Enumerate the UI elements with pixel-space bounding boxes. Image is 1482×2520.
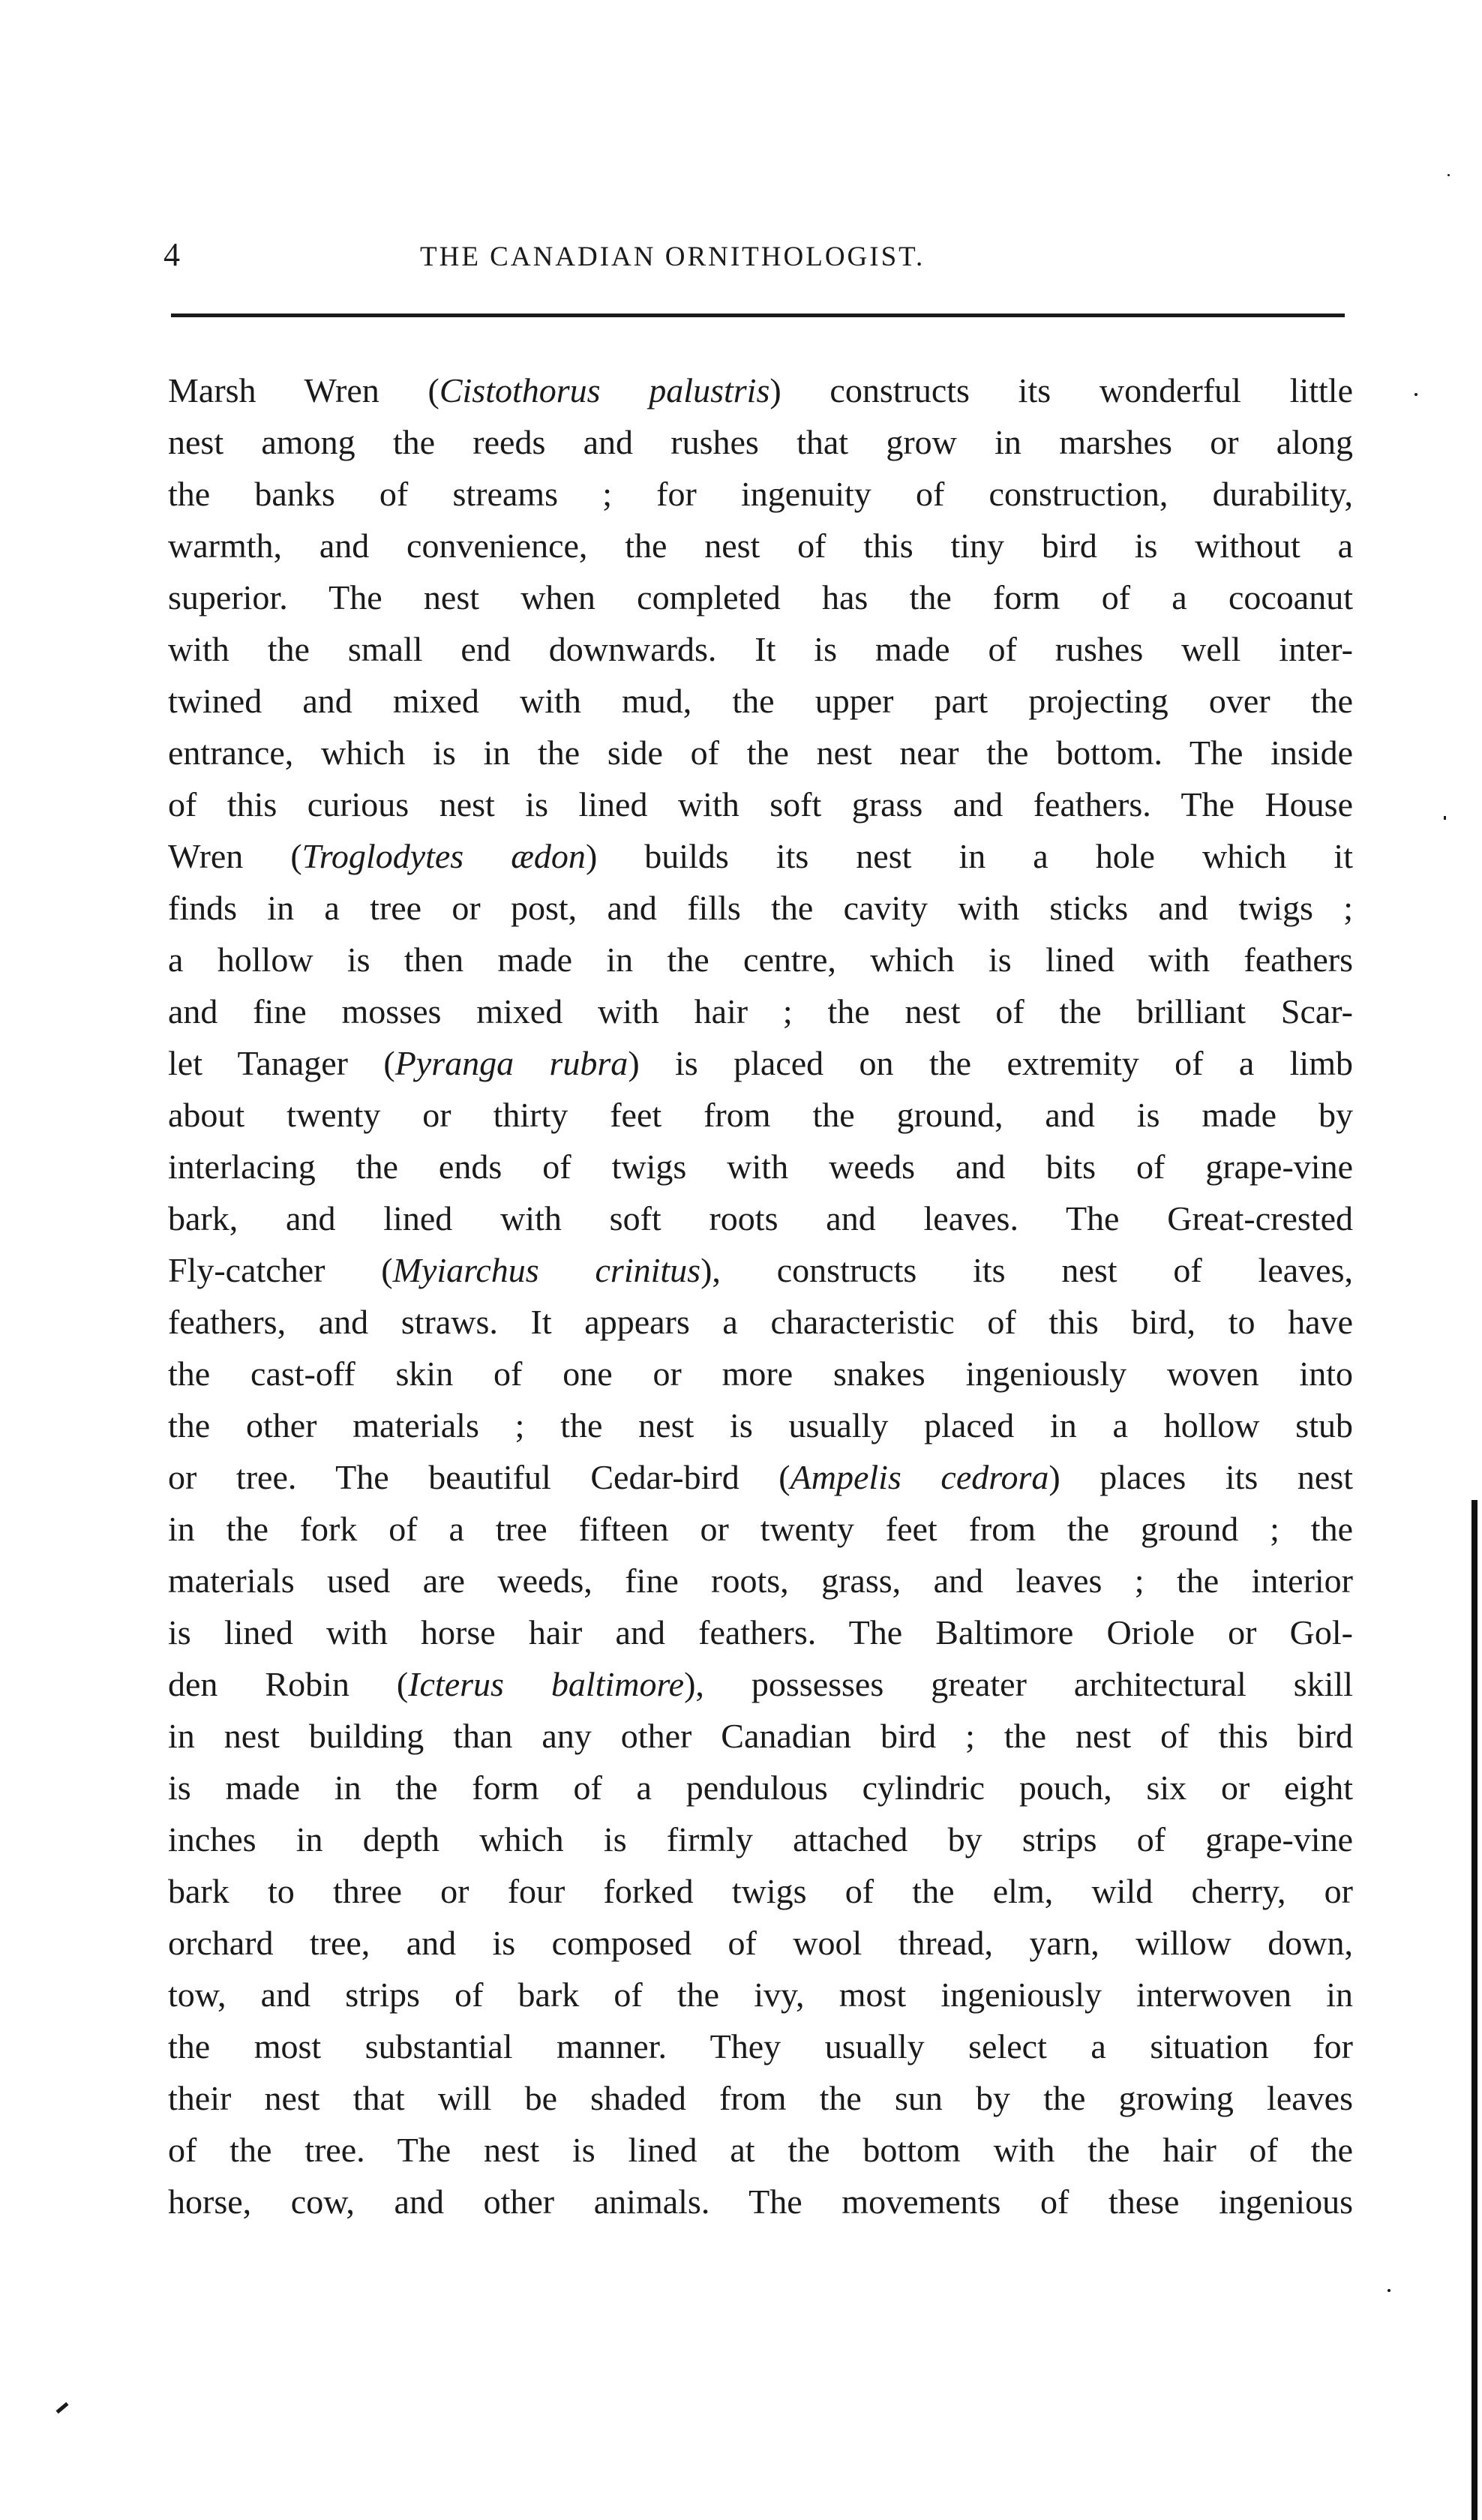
text-line: [168, 1192, 1353, 1244]
text-run: of this curious nest is lined with soft grass and feathers. The House: [168, 785, 1353, 824]
text-line: [168, 1244, 1353, 1296]
text-run: finds in a tree or post, and fills the cavity with sticks and twigs ;: [168, 889, 1353, 927]
text-run: or tree. The beautiful Cedar-bird (: [168, 1458, 790, 1496]
text-run: the banks of streams ; for ingenuity of construction, durability,: [168, 475, 1353, 513]
text-line: [168, 1348, 1353, 1400]
text-line: [168, 1503, 1353, 1555]
text-line: [168, 1814, 1353, 1865]
text-line: [168, 2072, 1353, 2124]
text-run: entrance, which is in the side of the nest near the bottom. The inside: [168, 734, 1353, 772]
text-line: [168, 882, 1353, 934]
text-line: [168, 1400, 1353, 1451]
text-line: [168, 1141, 1353, 1192]
text-line: [168, 468, 1353, 520]
text-run: Fly-catcher (: [168, 1251, 393, 1289]
text-run: the other materials ; the nest is usually placed in a hollow stub: [168, 1406, 1353, 1444]
species-name: Troglodytes ædon: [302, 837, 586, 875]
text-run: the most substantial manner. They usually select a situation for: [168, 2027, 1353, 2066]
scan-speck: [56, 2402, 68, 2414]
text-run: Marsh Wren (: [168, 371, 440, 410]
text-run: bark, and lined with soft roots and leaves. The Great-crested: [168, 1199, 1353, 1238]
text-run: superior. The nest when completed has the form of a cocoanut: [168, 578, 1353, 616]
text-run: of the tree. The nest is lined at the bottom with the hair of the: [168, 2131, 1353, 2169]
text-run: den Robin (: [168, 1665, 409, 1703]
species-name: Ampelis cedrora: [790, 1458, 1049, 1496]
text-line: [168, 1296, 1353, 1348]
species-name: Icterus baltimore: [408, 1665, 685, 1703]
text-line: [168, 1606, 1353, 1658]
text-run: warmth, and convenience, the nest of this tiny bird is without a: [168, 526, 1353, 565]
text-run: in the fork of a tree fifteen or twenty feet from the ground ; the: [168, 1510, 1353, 1548]
text-run: ) constructs its wonderful little: [770, 371, 1353, 410]
text-line: [168, 364, 1353, 416]
text-run: Wren (: [168, 837, 302, 875]
scan-speck: [1414, 393, 1418, 396]
scan-speck: [1448, 174, 1450, 176]
text-line: [168, 1762, 1353, 1814]
text-line: [168, 572, 1353, 623]
text-run: tow, and strips of bark of the ivy, most ingeniously interwoven in: [168, 1976, 1353, 2014]
text-line: [168, 623, 1353, 675]
text-line: [168, 1865, 1353, 1917]
text-run: with the small end downwards. It is made of rushes well inter-: [168, 630, 1353, 668]
text-run: materials used are weeds, fine roots, grass, and leaves ; the interior: [168, 1562, 1353, 1600]
text-run: ), constructs its nest of leaves,: [700, 1251, 1353, 1289]
text-run: ) builds its nest in a hole which it: [585, 837, 1353, 875]
text-line: [168, 1451, 1353, 1503]
species-name: Cistothorus palustris: [439, 371, 770, 410]
text-line: [168, 1710, 1353, 1762]
text-run: in nest building than any other Canadian bird ; the nest of this bird: [168, 1717, 1353, 1755]
text-run: ) is placed on the extremity of a limb: [628, 1044, 1353, 1082]
text-line: [168, 1917, 1353, 1969]
text-run: inches in depth which is firmly attached by strips of grape-vine: [168, 1820, 1353, 1858]
scan-speck: [1388, 2289, 1390, 2292]
text-run: the cast-off skin of one or more snakes ingeniously woven into: [168, 1354, 1353, 1393]
page-edge-bar: [1472, 1500, 1478, 2520]
text-run: about twenty or thirty feet from the ground, and is made by: [168, 1096, 1353, 1134]
text-line: [168, 1089, 1353, 1141]
page-number: 4: [164, 236, 180, 273]
text-run: let Tanager (: [168, 1044, 395, 1082]
text-line: [168, 778, 1353, 830]
text-line: [168, 830, 1353, 882]
text-run: feathers, and straws. It appears a characteristic of this bird, to have: [168, 1303, 1353, 1341]
text-line: [168, 934, 1353, 986]
species-name: Myiarchus crinitus: [392, 1251, 701, 1289]
text-line: [168, 2020, 1353, 2072]
text-line: [168, 416, 1353, 468]
text-line: [168, 1037, 1353, 1089]
text-run: is lined with horse hair and feathers. The Baltimore Oriole or Gol-: [168, 1613, 1353, 1652]
text-line: [168, 1658, 1353, 1710]
species-name: Pyranga rubra: [394, 1044, 628, 1082]
text-run: is made in the form of a pendulous cylindric pouch, six or eight: [168, 1768, 1353, 1807]
text-run: orchard tree, and is composed of wool thread, yarn, willow down,: [168, 1924, 1353, 1962]
text-line: [168, 1555, 1353, 1606]
text-line: [168, 675, 1353, 727]
text-run: ), possesses greater architectural skill: [684, 1665, 1353, 1703]
text-run: their nest that will be shaded from the sun by the growing leaves: [168, 2079, 1353, 2117]
header-rule: [171, 314, 1345, 317]
text-run: nest among the reeds and rushes that grow in marshes or along: [168, 423, 1353, 461]
text-line: [168, 2176, 1353, 2228]
text-line: [168, 727, 1353, 778]
text-run: and fine mosses mixed with hair ; the nest of the brilliant Scar-: [168, 992, 1353, 1030]
text-line: [168, 986, 1353, 1037]
text-run: bark to three or four forked twigs of the elm, wild cherry, or: [168, 1872, 1353, 1910]
text-line: [168, 1969, 1353, 2020]
text-run: horse, cow, and other animals. The movements of these ingenious: [168, 2182, 1353, 2221]
text-run: ) places its nest: [1048, 1458, 1353, 1496]
running-head: THE CANADIAN ORNITHOLOGIST.: [420, 242, 926, 272]
text-run: a hollow is then made in the centre, which is lined with feathers: [168, 940, 1353, 979]
scan-speck: [1444, 816, 1446, 820]
text-line: [168, 2124, 1353, 2176]
body-text: [168, 364, 1353, 2228]
text-run: interlacing the ends of twigs with weeds and bits of grape-vine: [168, 1148, 1353, 1186]
text-run: twined and mixed with mud, the upper part projecting over the: [168, 682, 1353, 720]
text-line: [168, 520, 1353, 572]
